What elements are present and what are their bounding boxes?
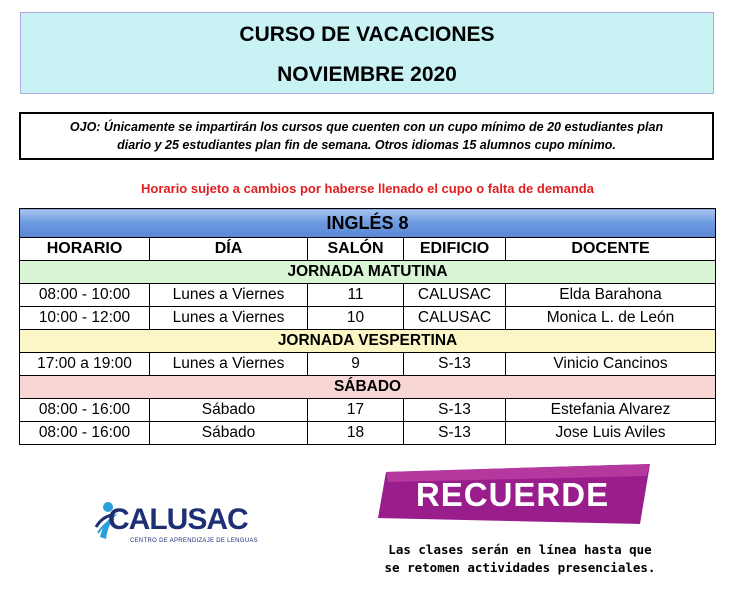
section-label: JORNADA VESPERTINA bbox=[20, 330, 716, 353]
schedule-table bbox=[19, 208, 716, 445]
header-docente: DOCENTE bbox=[506, 238, 716, 261]
section-label: SÁBADO bbox=[20, 376, 716, 399]
table-row bbox=[20, 284, 716, 307]
reminder-note bbox=[370, 541, 670, 577]
reminder-label: RECUERDE bbox=[415, 476, 610, 513]
cell-dia: Sábado bbox=[150, 422, 308, 445]
cell-dia: Lunes a Viernes bbox=[150, 284, 308, 307]
header-row bbox=[20, 238, 716, 261]
notice-box bbox=[19, 112, 714, 160]
cell-docente: Monica L. de León bbox=[506, 307, 716, 330]
reminder-line-1: Las clases serán en línea hasta que bbox=[388, 542, 652, 557]
header-salon: SALÓN bbox=[308, 238, 404, 261]
section-evening bbox=[20, 330, 716, 353]
header-dia: DÍA bbox=[150, 238, 308, 261]
cell-dia: Sábado bbox=[150, 399, 308, 422]
cell-dia: Lunes a Viernes bbox=[150, 353, 308, 376]
logo-tagline: CENTRO DE APRENDIZAJE DE LENGUAS bbox=[130, 538, 258, 544]
table-row bbox=[20, 422, 716, 445]
cell-edificio: CALUSAC bbox=[404, 284, 506, 307]
cell-salon: 17 bbox=[308, 399, 404, 422]
cell-horario: 08:00 - 16:00 bbox=[20, 422, 150, 445]
cell-salon: 18 bbox=[308, 422, 404, 445]
schedule-warning: Horario sujeto a cambios por haberse llenado el cupo o falta de demanda bbox=[141, 181, 594, 196]
page-title: CURSO DE VACACIONES bbox=[239, 23, 495, 46]
notice-line-2: diario y 25 estudiantes plan fin de semana. Otros idiomas 15 alumnos cupo mínimo. bbox=[117, 138, 616, 152]
cell-horario: 17:00 a 19:00 bbox=[20, 353, 150, 376]
table-row bbox=[20, 399, 716, 422]
course-title: INGLÉS 8 bbox=[20, 209, 716, 238]
table-row bbox=[20, 307, 716, 330]
header-horario: HORARIO bbox=[20, 238, 150, 261]
cell-salon: 10 bbox=[308, 307, 404, 330]
cell-edificio: S-13 bbox=[404, 399, 506, 422]
page-subtitle: NOVIEMBRE 2020 bbox=[277, 63, 457, 86]
cell-salon: 9 bbox=[308, 353, 404, 376]
section-saturday bbox=[20, 376, 716, 399]
cell-docente: Elda Barahona bbox=[506, 284, 716, 307]
section-morning bbox=[20, 261, 716, 284]
reminder-line-2: se retomen actividades presenciales. bbox=[384, 560, 656, 575]
cell-docente: Estefania Alvarez bbox=[506, 399, 716, 422]
table-row bbox=[20, 353, 716, 376]
cell-docente: Vinicio Cancinos bbox=[506, 353, 716, 376]
section-label: JORNADA MATUTINA bbox=[20, 261, 716, 284]
cell-edificio: S-13 bbox=[404, 353, 506, 376]
cell-edificio: CALUSAC bbox=[404, 307, 506, 330]
cell-dia: Lunes a Viernes bbox=[150, 307, 308, 330]
logo-wordmark: CALUSAC bbox=[108, 503, 248, 536]
cell-horario: 08:00 - 10:00 bbox=[20, 284, 150, 307]
title-banner bbox=[20, 12, 714, 94]
cell-salon: 11 bbox=[308, 284, 404, 307]
header-edificio: EDIFICIO bbox=[404, 238, 506, 261]
cell-horario: 10:00 - 12:00 bbox=[20, 307, 150, 330]
notice-line-1: OJO: Únicamente se impartirán los cursos que cuenten con un cupo mínimo de 20 estudiantes plan bbox=[69, 120, 664, 134]
cell-horario: 08:00 - 16:00 bbox=[20, 399, 150, 422]
cell-docente: Jose Luis Aviles bbox=[506, 422, 716, 445]
cell-edificio: S-13 bbox=[404, 422, 506, 445]
